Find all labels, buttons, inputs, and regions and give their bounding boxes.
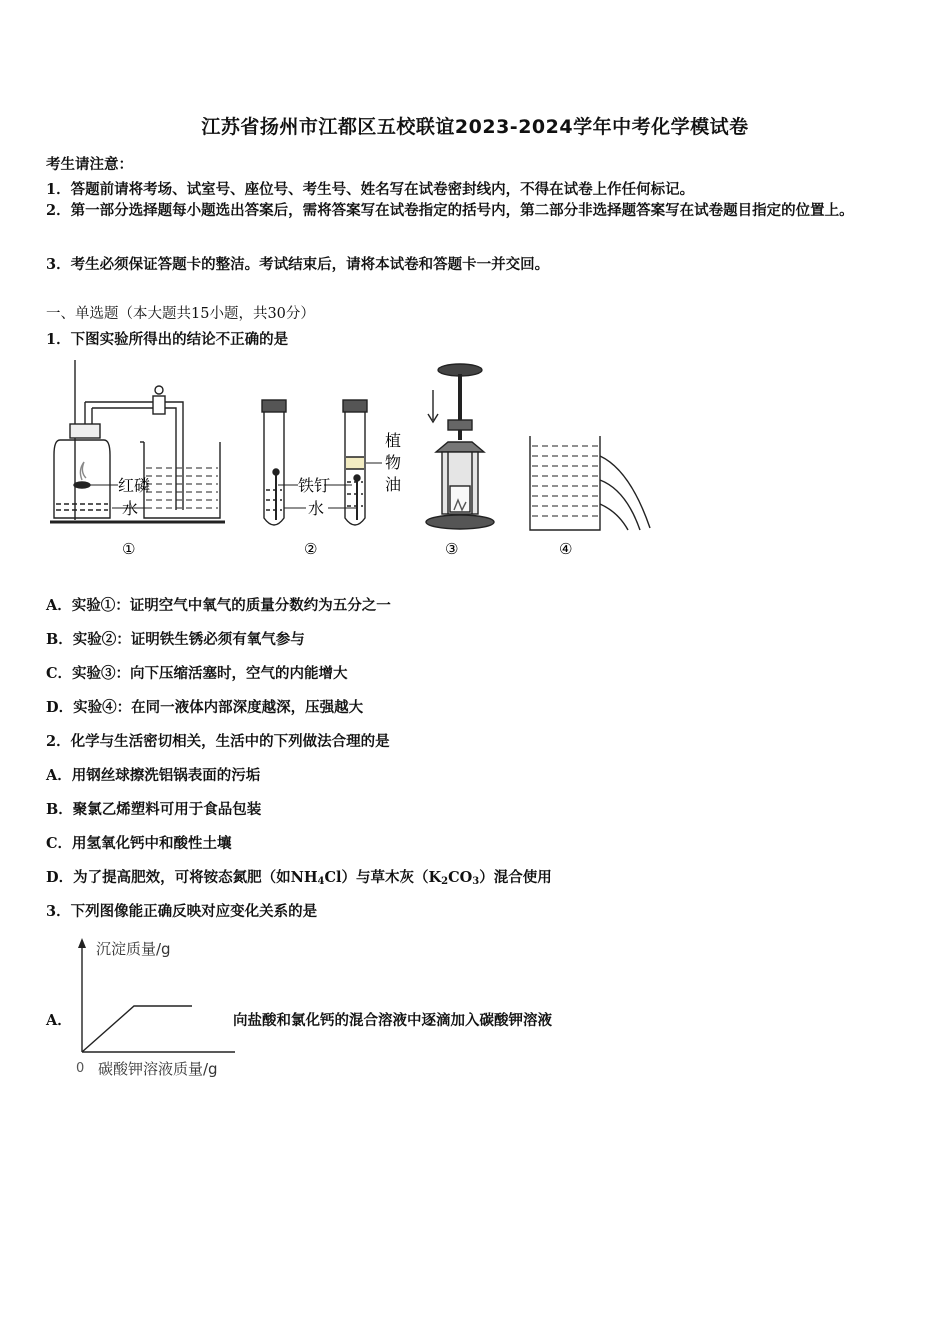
experiment-4-water xyxy=(532,446,598,516)
label-oil-2: 物 xyxy=(385,453,402,472)
q2-option-b: B．聚氯乙烯塑料可用于食品包装 xyxy=(46,801,262,818)
label-oil-1: 植 xyxy=(385,431,402,450)
notice-item-2: 2．第一部分选择题每小题选出答案后，需将答案写在试卷指定的括号内，第二部分非选择题答案写在试卷题目指定的位置上。 xyxy=(46,202,854,219)
graph-xlabel: 碳酸钾溶液质量/g xyxy=(98,1060,218,1078)
q2-option-a: A．用钢丝球擦洗铝锅表面的污垢 xyxy=(46,767,261,784)
q2-option-c: C．用氢氧化钙中和酸性土壤 xyxy=(46,835,232,852)
label-iron-nail: 铁钉 xyxy=(298,476,331,495)
q1-option-c: C．实验③：向下压缩活塞时，空气的内能增大 xyxy=(46,665,348,682)
q3-stem: 3．下列图像能正确反映对应变化关系的是 xyxy=(46,903,318,920)
notice-item-3: 3．考生必须保证答题卡的整洁。考试结束后，请将本试卷和答题卡一并交回。 xyxy=(46,256,550,273)
q3-option-a-label: A． xyxy=(46,1012,72,1029)
notice-heading: 考生请注意： xyxy=(46,156,133,173)
graph-origin: 0 xyxy=(76,1061,85,1076)
figure-number-1: ① xyxy=(122,540,136,558)
q3-option-a-text: 向盐酸和氯化钙的混合溶液中逐滴加入碳酸钾溶液 xyxy=(233,1012,552,1029)
experiment-1-apparatus xyxy=(50,360,225,522)
label-water-1: 水 xyxy=(122,499,139,518)
q1-figure xyxy=(40,360,670,570)
experiment-3-piston xyxy=(426,364,494,529)
page-title: 江苏省扬州市江都区五校联谊2023-2024学年中考化学模试卷 xyxy=(201,116,749,138)
q1-option-d: D．实验④：在同一液体内部深度越深，压强越大 xyxy=(46,699,364,716)
q1-option-a: A．实验①：证明空气中氧气的质量分数约为五分之一 xyxy=(46,597,391,614)
label-red-phosphorus: 红磷 xyxy=(118,476,151,495)
section-heading: 一、单选题（本大题共15小题，共30分） xyxy=(46,306,315,322)
figure-number-2: ② xyxy=(304,540,318,558)
graph-ylabel: 沉淀质量/g xyxy=(96,940,171,958)
q3-option-a-graph xyxy=(70,936,240,1082)
q2-option-d: D．为了提高肥效，可将铵态氮肥（如$NH_4Cl$）与草木灰$(K_2CO_3)$混合使用 xyxy=(46,869,552,887)
precipitate-curve xyxy=(82,1006,192,1052)
q2-stem: 2．化学与生活密切相关，生活中的下列做法合理的是 xyxy=(46,733,390,750)
q1-option-b: B．实验②：证明铁生锈必须有氧气参与 xyxy=(46,631,305,648)
q1-stem: 1．下图实验所得出的结论不正确的是 xyxy=(46,331,289,348)
figure-number-3: ③ xyxy=(445,540,459,558)
label-oil-3: 油 xyxy=(385,475,402,494)
figure-number-4: ④ xyxy=(559,540,573,558)
experiment-1-water xyxy=(146,468,218,508)
label-water-2: 水 xyxy=(308,499,325,518)
notice-item-1: 1．答题前请将考场、试室号、座位号、考生号、姓名写在试卷密封线内，不得在试卷上作任何标记。 xyxy=(46,181,695,198)
